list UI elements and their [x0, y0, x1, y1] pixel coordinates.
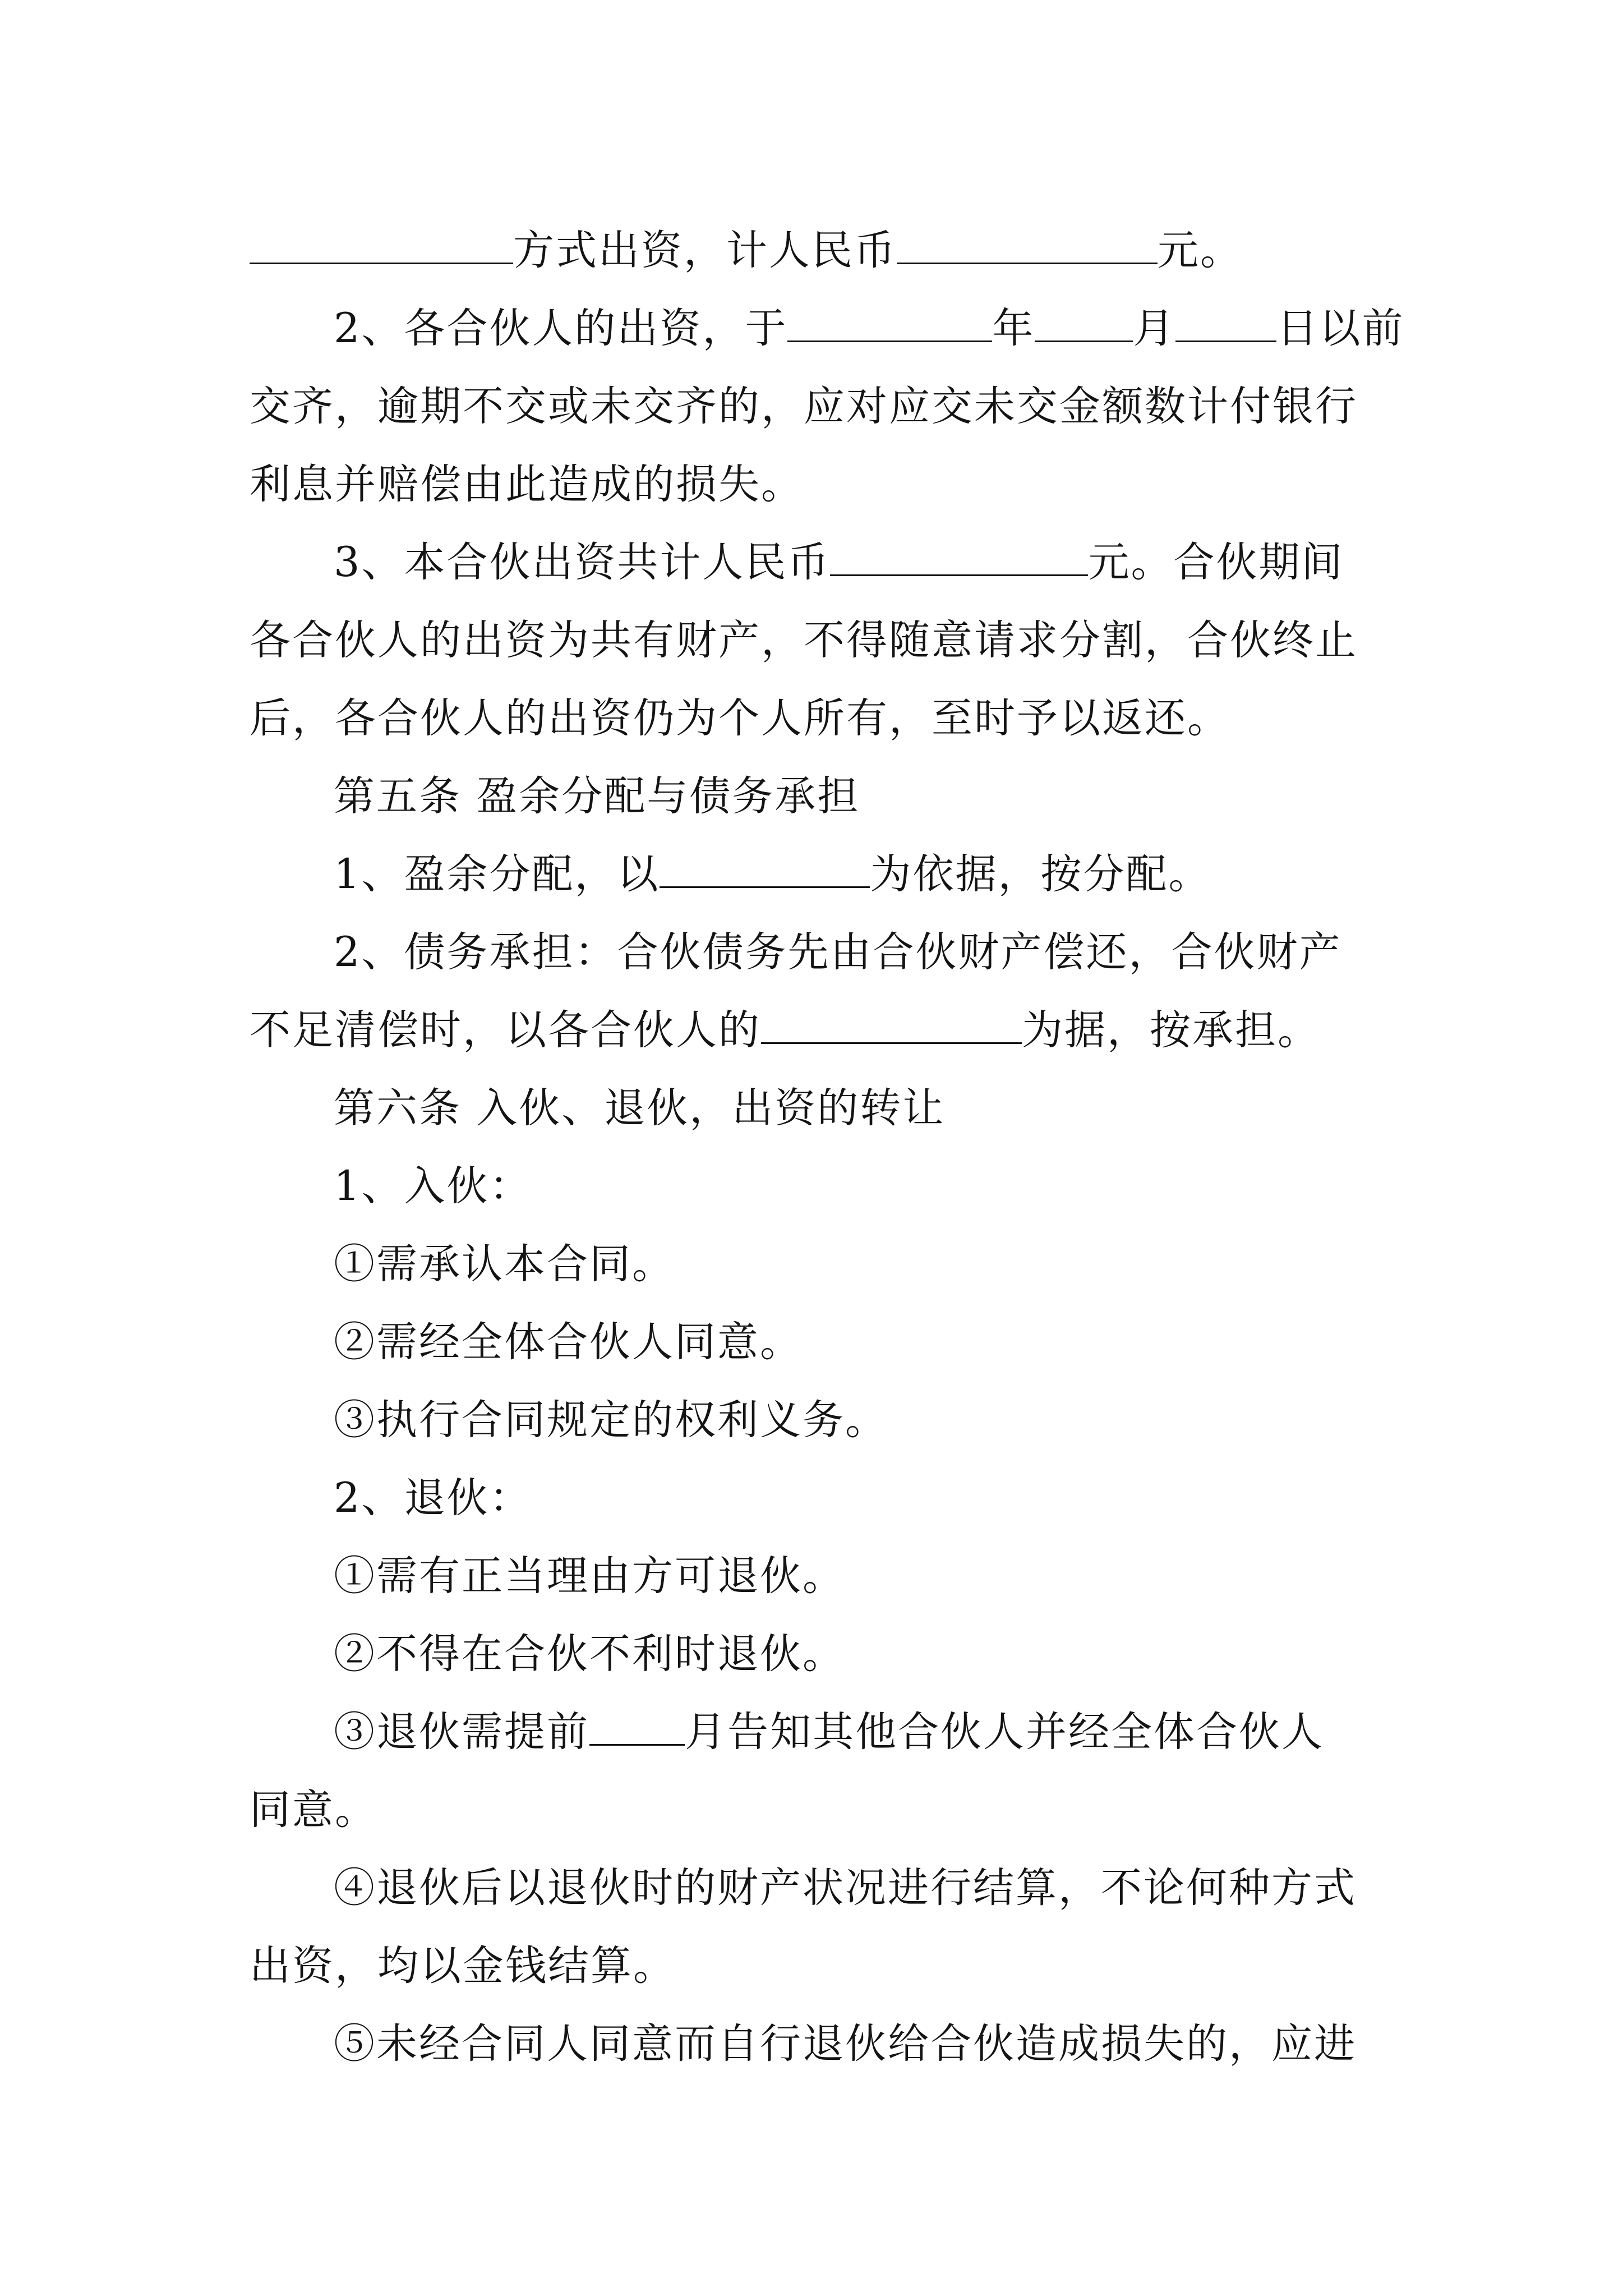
contract-body	[250, 211, 1405, 2083]
paragraph-line	[250, 523, 1394, 601]
line-text: 3、本合伙出资共计人民币	[334, 539, 831, 586]
list-item: ③执行合同规定的权利义务。	[334, 1396, 888, 1444]
paragraph-line	[250, 211, 1394, 289]
fill-blank	[589, 1740, 685, 1746]
fill-blank	[1035, 336, 1133, 342]
section-heading: 第五条 盈余分配与债务承担	[334, 772, 860, 820]
list-item	[250, 1693, 1394, 1771]
paragraph-line: 交齐，逾期不交或未交齐的，应对应交未交金额数计付银行	[250, 383, 1358, 430]
line-text: 元。	[1158, 227, 1243, 274]
line-text: 年	[992, 305, 1035, 352]
fill-blank	[660, 882, 870, 888]
paragraph-line: 各合伙人的出资为共有财产，不得随意请求分割，合伙终止	[250, 616, 1358, 664]
line-text: ③退伙需提前	[334, 1708, 589, 1756]
list-item: ②不得在合伙不利时退伙。	[334, 1630, 845, 1678]
section-heading: 第六条 入伙、退伙，出资的转让	[334, 1084, 946, 1132]
fill-blank	[761, 1038, 1022, 1044]
line-text: 月告知其他合伙人并经全体合伙人	[685, 1708, 1324, 1756]
list-item: ②需经全体合伙人同意。	[334, 1318, 803, 1366]
line-text: 月	[1133, 305, 1176, 352]
list-item: ①需承认本合同。	[334, 1240, 675, 1288]
line-text: 方式出资，计人民币	[513, 227, 897, 274]
fill-blank	[897, 258, 1158, 264]
paragraph-line: 2、债务承担：合伙债务先由合伙财产偿还，合伙财产	[334, 928, 1342, 976]
fill-blank	[787, 336, 992, 342]
list-item: ④退伙后以退伙时的财产状况进行结算，不论何种方式	[334, 1864, 1357, 1912]
line-text: 2、各合伙人的出资，于	[334, 305, 788, 352]
fill-blank	[830, 570, 1088, 576]
paragraph-line: 1、入伙：	[334, 1162, 532, 1210]
list-item: ①需有正当理由方可退伙。	[334, 1552, 845, 1600]
line-text: 日以前	[1276, 305, 1405, 352]
fill-blank	[1175, 336, 1276, 342]
paragraph-line: 出资，均以金钱结算。	[250, 1942, 676, 1990]
paragraph-line	[250, 991, 1394, 1069]
line-text: 为依据，按分配。	[870, 850, 1211, 898]
fill-blank	[250, 258, 513, 264]
line-text: 1、盈余分配，以	[334, 850, 660, 898]
list-item: ⑤未经合同人同意而自行退伙给合伙造成损失的，应进	[334, 2020, 1357, 2068]
line-text: 为据，按承担。	[1022, 1006, 1320, 1054]
paragraph-line: 利息并赔偿由此造成的损失。	[250, 461, 804, 508]
paragraph-line: 2、退伙：	[334, 1474, 532, 1522]
line-text: 元。合伙期间	[1088, 539, 1344, 586]
paragraph-line: 同意。	[250, 1786, 377, 1834]
paragraph-line	[250, 289, 1405, 367]
paragraph-line: 后，各合伙人的出资仍为个人所有，至时予以返还。	[250, 694, 1230, 742]
line-text: 不足清偿时，以各合伙人的	[250, 1006, 761, 1054]
paragraph-line	[250, 835, 1394, 913]
